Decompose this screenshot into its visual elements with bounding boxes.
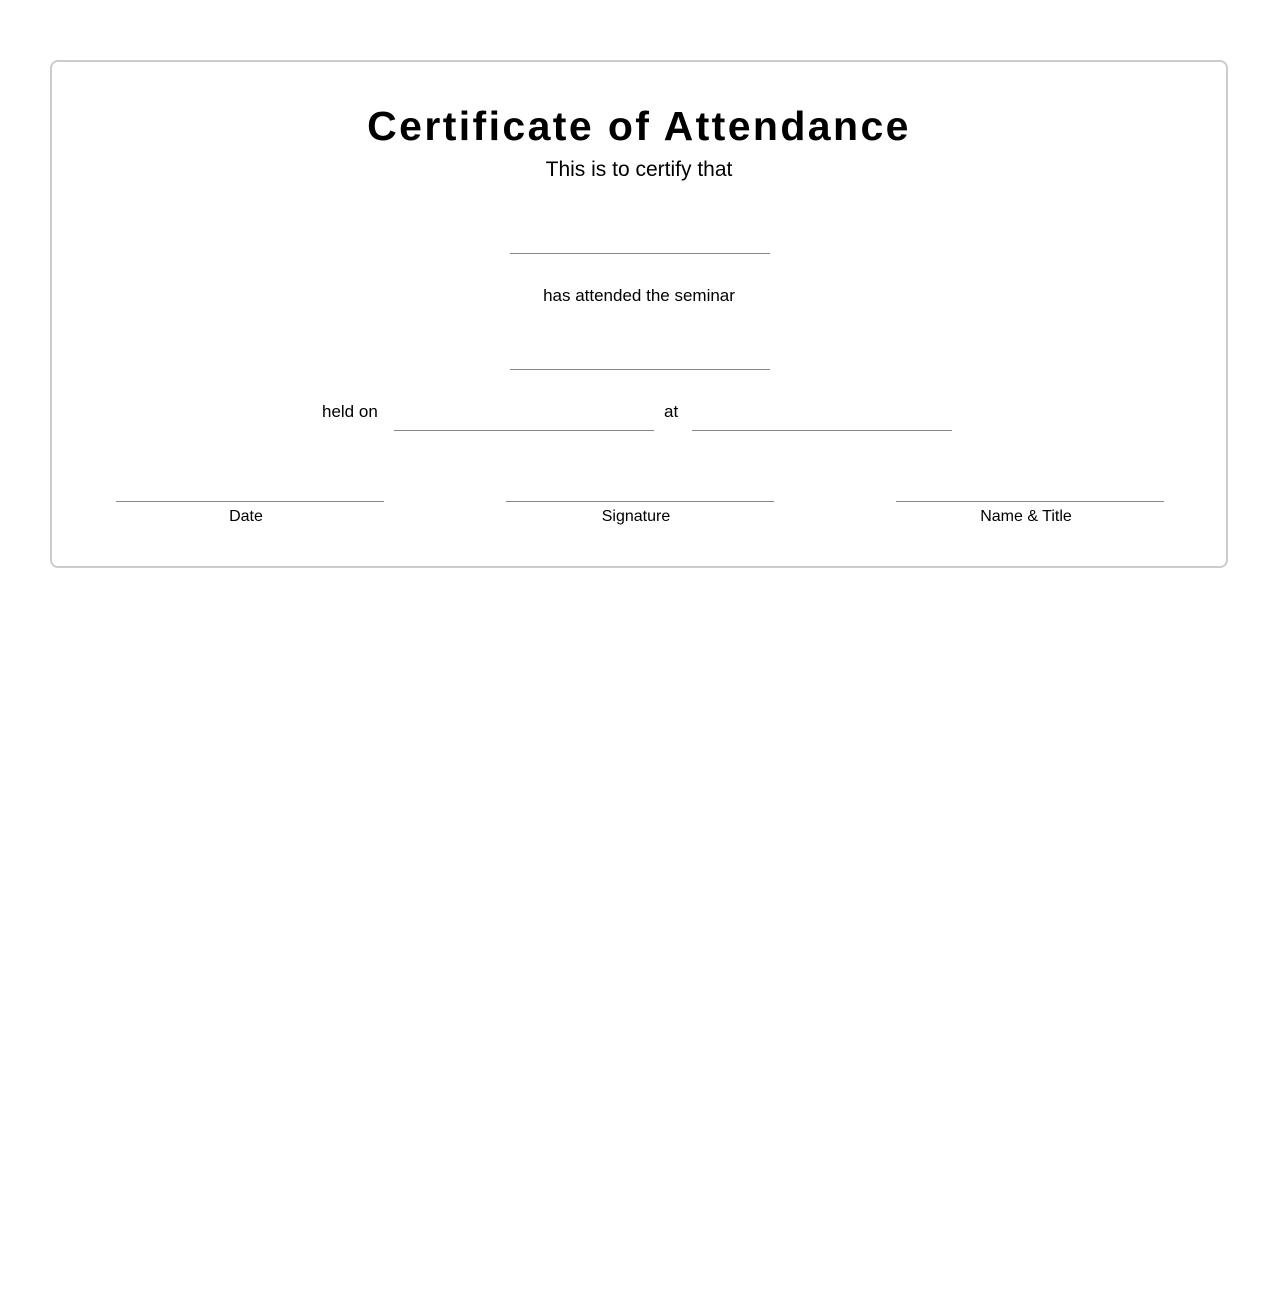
signature-line[interactable]	[506, 501, 774, 502]
at-text: at	[664, 402, 679, 421]
date-label: Date	[229, 508, 263, 525]
attended-seminar-text: has attended the seminar	[543, 286, 735, 305]
attendee-name-field[interactable]	[510, 253, 770, 254]
date-signature-line[interactable]	[116, 501, 384, 502]
certificate-title: Certificate of Attendance	[367, 103, 911, 149]
event-date-field[interactable]	[394, 430, 654, 431]
signature-label: Signature	[601, 508, 671, 525]
certify-text: This is to certify that	[545, 158, 733, 181]
held-on-text: held on	[322, 402, 378, 421]
certificate-card	[50, 60, 1228, 568]
seminar-name-field[interactable]	[510, 369, 770, 370]
name-title-line[interactable]	[896, 501, 1164, 502]
name-title-label: Name & Title	[980, 508, 1072, 525]
event-location-field[interactable]	[692, 430, 952, 431]
